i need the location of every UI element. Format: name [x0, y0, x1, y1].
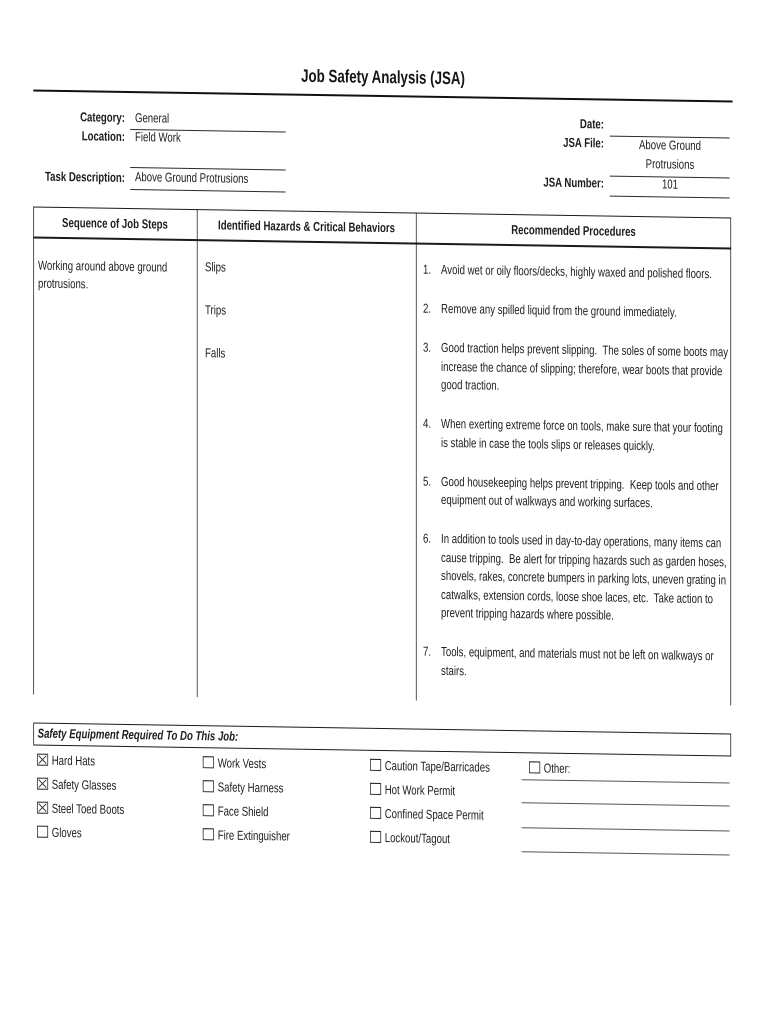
procedure-text: Tools, equipment, and materials must not be left on walkways or stairs. [441, 643, 717, 678]
jsa-file-value-line: Protrusions [645, 156, 695, 172]
checkbox [529, 761, 540, 773]
category-value: General [134, 109, 170, 126]
procedure-item [423, 643, 729, 685]
equipment-item-confined-space-permit [370, 805, 490, 823]
procedure-number: 7. [422, 643, 432, 659]
procedure-number: 3. [422, 339, 432, 355]
equipment-label: Steel Toed Boots [51, 800, 125, 817]
equipment-item-hard-hats [37, 752, 124, 769]
equipment-label: Hot Work Permit [384, 781, 456, 798]
procedure-text: In addition to tools used in day-to-day operations, many items can cause tripping. Be alert for tripping hazards such as garden hoses, shovels, rakes, concrete bumpers in parking lots, uneven grating in catwalks, extension cords, loose shoe laces, etc. Take action to prevent tripping hazards where possible. [441, 530, 730, 623]
page-title: Job Safety Analysis (JSA) [301, 65, 465, 89]
hazard-item: Trips [204, 302, 227, 318]
task-description-underline [130, 189, 286, 192]
date-value [610, 117, 730, 119]
checkbox [37, 778, 48, 790]
procedure-number: 2. [422, 300, 432, 316]
other-fill-line [522, 851, 730, 855]
equipment-label: Safety Glasses [51, 776, 117, 793]
category-label: Category: [80, 108, 125, 125]
equipment-label: Face Shield [217, 802, 269, 819]
procedures-list [423, 261, 729, 705]
equipment-item-lockout-tagout [370, 829, 490, 847]
hazards-list [205, 258, 405, 390]
procedure-item [423, 339, 729, 399]
procedure-text: Good traction helps prevent slipping. The soles of some boots may increase the chance of slipping; therefore, wear boots that provide good traction. [441, 339, 731, 393]
equipment-label: Safety Harness [217, 778, 284, 795]
procedure-item [423, 300, 729, 323]
column-divider [196, 209, 197, 698]
checkbox [37, 754, 48, 766]
jsa-file-value-line: Above Ground [638, 137, 702, 154]
title-rule [33, 89, 733, 102]
equipment-column [37, 752, 124, 849]
checkmark-x-icon [38, 803, 48, 813]
column-header-job-steps: Sequence of Job Steps [62, 214, 168, 232]
equipment-item-face-shield [203, 802, 290, 819]
procedure-item [423, 530, 729, 627]
job-step: Working around above ground protrusions. [38, 257, 168, 292]
equipment-column [370, 757, 490, 855]
other-fill-line [522, 802, 730, 806]
procedure-number: 4. [422, 415, 432, 431]
checkmark-x-icon [38, 755, 48, 765]
equipment-label: Lockout/Tagout [384, 829, 450, 846]
hazard-item: Slips [204, 259, 226, 275]
procedure-number: 1. [422, 261, 432, 277]
checkbox [203, 756, 214, 768]
procedure-number: 5. [422, 473, 432, 489]
checkbox [37, 826, 48, 838]
equipment-label: Gloves [51, 824, 82, 840]
jsa-number-value: 101 [661, 176, 679, 192]
date-label: Date: [579, 116, 604, 132]
equipment-item-fire-extinguisher [203, 826, 290, 843]
jsa-number-underline [610, 195, 730, 198]
equipment-label: Work Vests [217, 754, 267, 771]
task-description-value: Above Ground Protrusions [134, 169, 249, 186]
checkbox [370, 783, 381, 795]
checkbox [203, 828, 214, 840]
jsa-file-label: JSA File: [563, 134, 604, 151]
procedure-text: Avoid wet or oily floors/decks, highly waxed and polished floors. [441, 261, 712, 282]
equipment-label: Confined Space Permit [384, 805, 484, 823]
equipment-item-safety-harness [203, 778, 290, 795]
procedure-number: 6. [422, 530, 432, 546]
safety-equipment-heading: Safety Equipment Required To Do This Job: [37, 725, 239, 744]
task-description-label: Task Description: [44, 168, 125, 185]
equipment-label: Other: [543, 760, 571, 776]
safety-equipment-header-box [33, 722, 731, 756]
equipment-item-steel-toed-boots [37, 800, 124, 817]
equipment-item-caution-tape [370, 757, 490, 775]
jsa-file-value [610, 135, 730, 175]
column-header-procedures: Recommended Procedures [511, 221, 636, 239]
equipment-item-other [529, 759, 570, 776]
checkbox [370, 759, 381, 771]
procedure-item [423, 261, 729, 284]
jsa-number-label: JSA Number: [543, 174, 604, 191]
procedure-text: Remove any spilled liquid from the ground immediately. [441, 300, 677, 320]
equipment-item-work-vests [203, 754, 290, 771]
procedure-text: Good housekeeping helps prevent tripping. Keep tools and other equipment out of walkways and working surfaces. [441, 473, 722, 511]
checkbox [370, 831, 381, 843]
equipment-column [203, 754, 290, 851]
equipment-item-hot-work-permit [370, 781, 490, 799]
location-value: Field Work [134, 128, 181, 145]
location-label: Location: [81, 127, 125, 144]
checkbox [203, 804, 214, 816]
equipment-item-safety-glasses [37, 776, 124, 793]
column-divider [416, 212, 417, 701]
column-header-hazards: Identified Hazards & Critical Behaviors [218, 216, 395, 235]
equipment-label: Caution Tape/Barricades [384, 757, 490, 775]
other-fill-line [522, 827, 730, 831]
procedure-text: When exerting extreme force on tools, make sure that your footing is stable in case the tools slips or releases quickly. [441, 415, 726, 453]
checkbox [370, 807, 381, 819]
procedure-item [423, 415, 729, 457]
checkmark-x-icon [38, 779, 48, 789]
equipment-label: Hard Hats [51, 752, 96, 768]
hazard-item: Falls [204, 345, 226, 361]
checkbox [37, 802, 48, 814]
equipment-label: Fire Extinguisher [217, 826, 290, 844]
checkbox [203, 780, 214, 792]
procedure-item [423, 472, 729, 514]
equipment-item-gloves [37, 824, 124, 841]
